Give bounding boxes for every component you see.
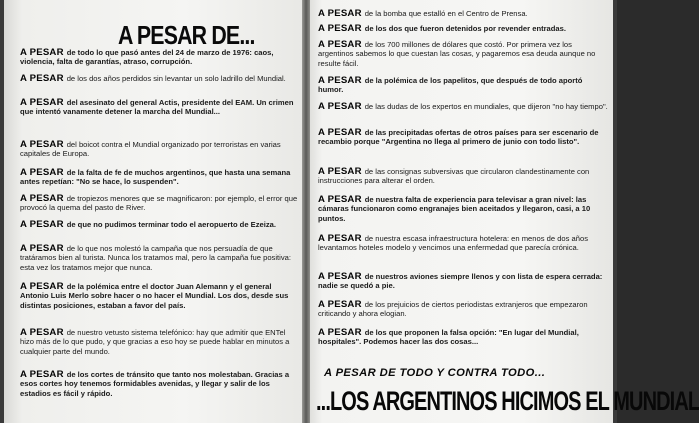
right-entry-10: A PESAR de nuestros aviones siempre llenos y con lista de espera cerrada: nadie se quedó a pie.	[318, 271, 603, 291]
right-entry-11: A PESAR de los prejuicios de ciertos periodistas extranjeros que empezaron criticando y ahora elogian.	[318, 299, 588, 319]
entry-lead: A PESAR	[20, 167, 64, 178]
closing-line: A PESAR DE TODO Y CONTRA TODO...	[324, 367, 546, 379]
left-entry-7: A PESAR de que no pudimos terminar todo el aeropuerto de Ezeiza.	[20, 219, 276, 230]
entry-lead: A PESAR	[20, 327, 64, 338]
right-entry-3: A PESAR de los 700 millones de dólares que costó. Por primera vez los argentinos sabemos lo que cuestan las cosas, y pagaremos esa deuda aunque no resulte fácil.	[318, 39, 596, 68]
left-entry-4: A PESAR del boicot contra el Mundial organizado por terroristas en varias capitales de Europa.	[20, 139, 281, 159]
left-entry-3: A PESAR del asesinato del general Actis, presidente del EAM. Un crimen que intentó vanamente detener la marcha del Mundial...	[20, 97, 294, 117]
final-headline: ...LOS ARGENTINOS HICIMOS EL MUNDIAL	[316, 386, 699, 416]
left-entry-10: A PESAR de nuestro vetusto sistema telefónico: hay que admitir que ENTel hizo más de lo que pudo, y que gracias a eso hoy se puede hablar en minutos a cualquier parte del mundo.	[20, 327, 290, 356]
right-entry-6: A PESAR de las precipitadas ofertas de otros países para ser escenario de recambio porque "Argentina no llega al primero de junio con todo listo".	[318, 127, 599, 147]
right-entry-4: A PESAR de la polémica de los papelitos, que después de todo aportó humor.	[318, 75, 583, 95]
left-entry-6: A PESAR de tropiezos menores que se magnificaron: por ejemplo, el error que provocó la quema del pasto de River.	[20, 193, 298, 213]
page-headline: A PESAR DE...	[118, 20, 255, 50]
left-entry-1: A PESAR de todo lo que pasó antes del 24 de marzo de 1976: caos, violencia, falta de garantías, atraso, corrupción.	[20, 47, 274, 67]
entry-lead: A PESAR	[318, 299, 362, 310]
entry-lead: A PESAR	[318, 233, 362, 244]
entry-lead: A PESAR	[318, 39, 362, 50]
right-entry-7: A PESAR de las consignas subversivas que circularon clandestinamente con instrucciones para alterar el orden.	[318, 166, 590, 186]
entry-lead: A PESAR	[318, 75, 362, 86]
entry-lead: A PESAR	[318, 194, 362, 205]
entry-lead: A PESAR	[20, 243, 64, 254]
right-entry-9: A PESAR de nuestra escasa infraestructura hotelera: en menos de dos años levantamos hoteles modelo y vencimos una enfermedad que parecía crónica.	[318, 233, 589, 253]
page-gutter	[302, 0, 310, 423]
entry-lead: A PESAR	[318, 23, 362, 34]
left-entry-8: A PESAR de lo que nos molestó la campaña que nos persuadía de que tratáramos bien al turista. Nunca los tratamos mal, pero la campaña fue positiva: esta vez los tratamos mejor que nunca.	[20, 243, 291, 272]
entry-lead: A PESAR	[318, 271, 362, 282]
entry-lead: A PESAR	[20, 97, 64, 108]
left-entry-9: A PESAR de la polémica entre el doctor Juan Alemann y el general Antonio Luis Merlo sobre hacer o no hacer el Mundial. Los dos, desde sus distintas posiciones, estaban a favor del país.	[20, 281, 289, 310]
entry-lead: A PESAR	[20, 47, 64, 58]
entry-lead: A PESAR	[318, 327, 362, 338]
entry-lead: A PESAR	[20, 193, 64, 204]
right-entry-8: A PESAR de nuestra falta de experiencia para televisar a gran nivel: las cámaras funcionaron como engranajes bien aceitados y llegaron, casi, a 10 puntos.	[318, 194, 591, 223]
entry-lead: A PESAR	[20, 369, 64, 380]
left-entry-2: A PESAR de los dos años perdidos sin levantar un solo ladrillo del Mundial.	[20, 73, 286, 84]
entry-lead: A PESAR	[318, 166, 362, 177]
entry-lead: A PESAR	[20, 219, 64, 230]
entry-lead: A PESAR	[20, 281, 64, 292]
entry-lead: A PESAR	[318, 127, 362, 138]
left-entry-11: A PESAR de los cortes de tránsito que tanto nos molestaban. Gracias a esos cortes hoy tenemos formidables avenidas, y llegar y salir de los estadios es fácil y rápido.	[20, 369, 290, 398]
entry-lead: A PESAR	[318, 8, 362, 19]
right-entry-1: A PESAR de la bomba que estalló en el Centro de Prensa.	[318, 8, 528, 19]
left-entry-5: A PESAR de la falta de fe de muchos argentinos, que hasta una semana antes repetían: "No se hace, lo suspenden".	[20, 167, 291, 187]
right-entry-2: A PESAR de los dos que fueron detenidos por revender entradas.	[318, 23, 566, 34]
entry-lead: A PESAR	[318, 101, 362, 112]
entry-lead: A PESAR	[20, 139, 64, 150]
right-entry-5: A PESAR de las dudas de los expertos en mundiales, que dijeron "no hay tiempo".	[318, 101, 608, 112]
right-entry-12: A PESAR de los que proponen la falsa opción: "En lugar del Mundial, hospitales". Podemos hacer las dos cosas...	[318, 327, 579, 347]
entry-lead: A PESAR	[20, 73, 64, 84]
